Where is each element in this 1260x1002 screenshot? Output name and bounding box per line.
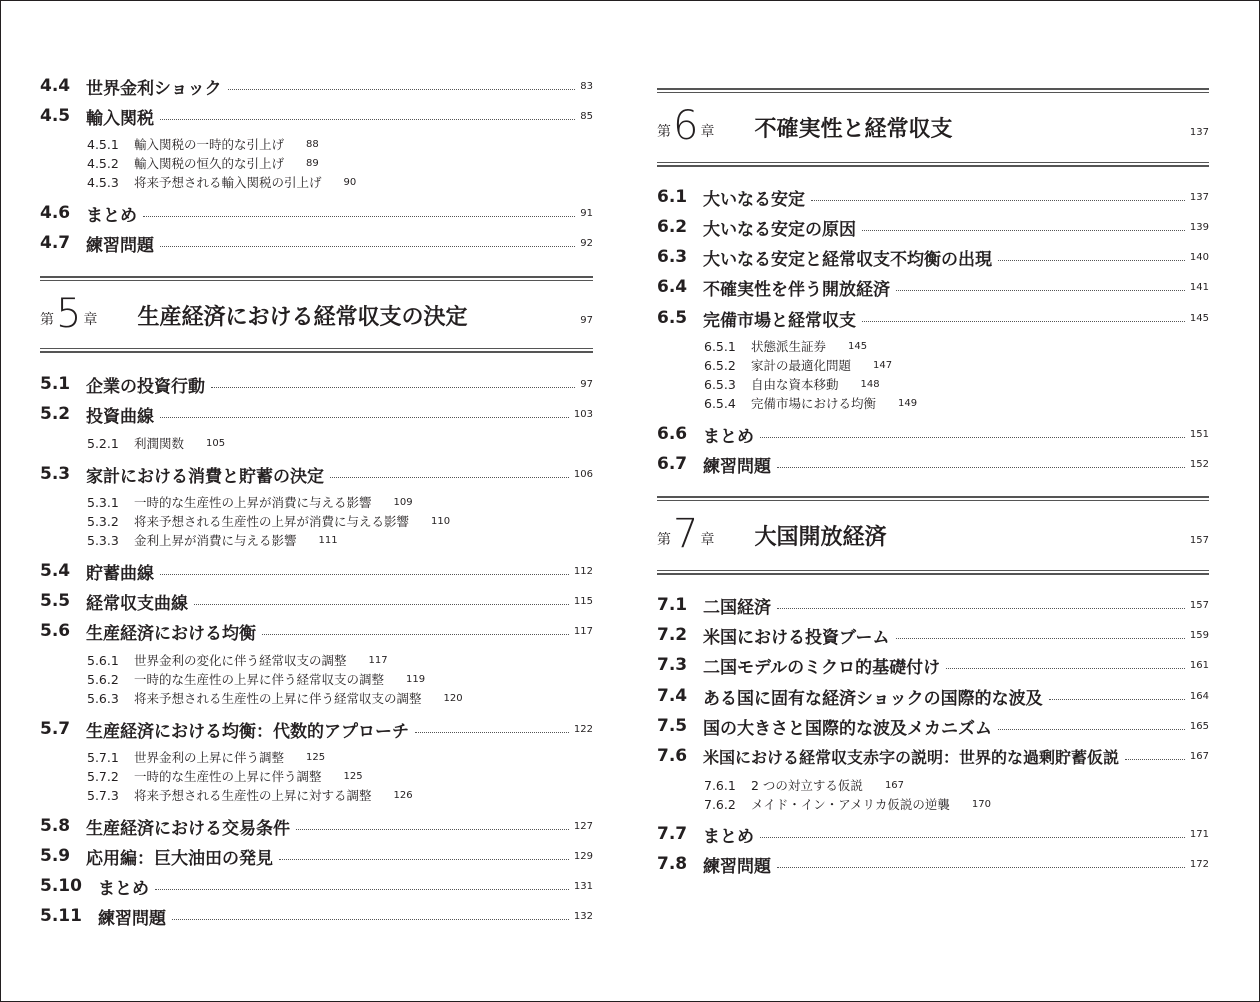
toc-section[interactable]: 5.11 練習問題 132 — [40, 906, 593, 929]
dot-leader — [160, 574, 569, 575]
rule — [657, 165, 1209, 167]
toc-subsection[interactable]: 5.7.2 一時的な生産性の上昇に伴う調整 125 — [87, 768, 363, 784]
toc-section[interactable]: 6.4 不確実性を伴う開放経済 141 — [657, 277, 1209, 300]
dot-leader — [760, 837, 1185, 838]
chapter-page: 137 — [1189, 127, 1209, 138]
toc-subsection[interactable]: 4.5.2 輸入関税の恒久的な引上げ 89 — [87, 155, 319, 171]
toc-section[interactable]: 4.7 練習問題 92 — [40, 233, 593, 256]
rule — [40, 280, 593, 281]
toc-subsection[interactable]: 7.6.1 2 つの対立する仮説 167 — [704, 777, 905, 793]
chapter-number: 6 — [673, 103, 699, 149]
dot-leader — [194, 604, 569, 605]
toc-section[interactable]: 5.6 生産経済における均衡 117 — [40, 621, 593, 644]
chapter-page: 157 — [1189, 535, 1209, 546]
toc-subsection[interactable]: 7.6.2 メイド・イン・アメリカ仮説の逆襲 170 — [704, 796, 991, 812]
dot-leader — [296, 829, 569, 830]
toc-section[interactable]: 6.1 大いなる安定 137 — [657, 187, 1209, 210]
dot-leader — [777, 608, 1185, 609]
dot-leader — [896, 638, 1185, 639]
toc-section[interactable]: 5.7 生産経済における均衡：代数的アプローチ 122 — [40, 719, 593, 742]
toc-section[interactable]: 7.5 国の大きさと国際的な波及メカニズム 165 — [657, 716, 1209, 739]
dot-leader — [777, 467, 1185, 468]
toc-subsection[interactable]: 5.7.1 世界金利の上昇に伴う調整 125 — [87, 749, 326, 765]
dot-leader — [760, 437, 1185, 438]
toc-section[interactable]: 7.1 二国経済 157 — [657, 595, 1209, 618]
dot-leader — [777, 867, 1185, 868]
chapter-header[interactable]: 第 5 章 生産経済における経常収支の決定 97 — [40, 276, 593, 356]
dot-leader — [160, 417, 569, 418]
dot-leader — [228, 89, 576, 90]
rule — [40, 276, 593, 278]
dot-leader — [862, 321, 1185, 322]
rule — [40, 348, 593, 349]
toc-subsection[interactable]: 6.5.1 状態派生証券 145 — [704, 338, 868, 354]
chapter-number: 5 — [56, 291, 82, 337]
chapter-title: 不確実性と経常収支 — [754, 117, 953, 142]
toc-section[interactable]: 5.10 まとめ 131 — [40, 876, 593, 899]
dot-leader — [1049, 699, 1185, 700]
toc-subsection[interactable]: 5.3.2 将来予想される生産性の上昇が消費に与える影響 110 — [87, 513, 451, 529]
toc-section[interactable]: 7.6 米国における経常収支赤字の説明：世界的な過剰貯蓄仮説 167 — [657, 746, 1209, 767]
dot-leader — [172, 919, 569, 920]
toc-section[interactable]: 4.5 輸入関税 85 — [40, 106, 593, 129]
dot-leader — [143, 216, 575, 217]
toc-subsection[interactable]: 4.5.1 輸入関税の一時的な引上げ 88 — [87, 136, 319, 152]
rule — [657, 92, 1209, 93]
toc-subsection[interactable]: 5.6.1 世界金利の変化に伴う経常収支の調整 117 — [87, 652, 388, 668]
toc-subsection[interactable]: 6.5.2 家計の最適化問題 147 — [704, 357, 893, 373]
dot-leader — [160, 246, 575, 247]
dot-leader — [896, 290, 1185, 291]
rule — [657, 570, 1209, 571]
chapter-header[interactable]: 第 6 章 不確実性と経常収支 137 — [657, 88, 1209, 168]
toc-section[interactable]: 6.6 まとめ 151 — [657, 424, 1209, 447]
toc-section[interactable]: 5.1 企業の投資行動 97 — [40, 374, 593, 397]
dot-leader — [415, 732, 569, 733]
toc-section[interactable]: 6.2 大いなる安定の原因 139 — [657, 217, 1209, 240]
toc-section[interactable]: 7.3 二国モデルのミクロ的基礎付け 161 — [657, 655, 1209, 678]
toc-section[interactable]: 5.9 応用編：巨大油田の発見 129 — [40, 846, 593, 869]
rule — [40, 351, 593, 353]
chapter-page: 97 — [580, 315, 593, 326]
dot-leader — [155, 889, 569, 890]
toc-subsection[interactable]: 4.5.3 将来予想される輸入関税の引上げ 90 — [87, 174, 357, 190]
toc-subsection[interactable]: 5.7.3 将来予想される生産性の上昇に対する調整 126 — [87, 787, 413, 803]
toc-section[interactable]: 7.8 練習問題 172 — [657, 854, 1209, 877]
toc-section[interactable]: 5.4 貯蓄曲線 112 — [40, 561, 593, 584]
toc-section[interactable]: 7.7 まとめ 171 — [657, 824, 1209, 847]
dot-leader — [262, 634, 569, 635]
rule — [657, 162, 1209, 163]
toc-section[interactable]: 6.5 完備市場と経常収支 145 — [657, 308, 1209, 331]
toc-subsection[interactable]: 5.2.1 利潤関数 105 — [87, 435, 226, 451]
toc-section[interactable]: 6.7 練習問題 152 — [657, 454, 1209, 477]
dot-leader — [998, 260, 1185, 261]
toc-subsection[interactable]: 5.6.3 将来予想される生産性の上昇に伴う経常収支の調整 120 — [87, 690, 463, 706]
dot-leader — [1125, 759, 1185, 760]
chapter-title: 大国開放経済 — [754, 525, 887, 550]
rule — [657, 500, 1209, 501]
toc-section[interactable]: 5.2 投資曲線 103 — [40, 404, 593, 427]
toc-subsection[interactable]: 5.3.1 一時的な生産性の上昇が消費に与える影響 109 — [87, 494, 413, 510]
toc-section[interactable]: 4.4 世界金利ショック 83 — [40, 76, 593, 99]
chapter-header[interactable]: 第 7 章 大国開放経済 157 — [657, 496, 1209, 576]
toc-section[interactable]: 6.3 大いなる安定と経常収支不均衡の出現 140 — [657, 247, 1209, 270]
chapter-title: 生産経済における経常収支の決定 — [137, 305, 468, 330]
dot-leader — [998, 729, 1185, 730]
toc-section[interactable]: 5.8 生産経済における交易条件 127 — [40, 816, 593, 839]
toc-section[interactable]: 5.5 経常収支曲線 115 — [40, 591, 593, 614]
dot-leader — [862, 230, 1185, 231]
toc-section[interactable]: 7.2 米国における投資ブーム 159 — [657, 625, 1209, 648]
dot-leader — [279, 859, 569, 860]
chapter-number: 7 — [673, 511, 699, 557]
dot-leader — [211, 387, 575, 388]
dot-leader — [811, 200, 1185, 201]
dot-leader — [946, 668, 1185, 669]
toc-subsection[interactable]: 5.3.3 金利上昇が消費に与える影響 111 — [87, 532, 338, 548]
toc-section[interactable]: 7.4 ある国に固有な経済ショックの国際的な波及 164 — [657, 686, 1209, 709]
toc-section[interactable]: 4.6 まとめ 91 — [40, 203, 593, 226]
toc-subsection[interactable]: 6.5.4 完備市場における均衡 149 — [704, 395, 918, 411]
rule — [657, 573, 1209, 575]
toc-section[interactable]: 5.3 家計における消費と貯蓄の決定 106 — [40, 464, 593, 487]
rule — [657, 88, 1209, 90]
toc-subsection[interactable]: 5.6.2 一時的な生産性の上昇に伴う経常収支の調整 119 — [87, 671, 426, 687]
toc-subsection[interactable]: 6.5.3 自由な資本移動 148 — [704, 376, 880, 392]
dot-leader — [330, 477, 569, 478]
rule — [657, 496, 1209, 498]
dot-leader — [160, 119, 575, 120]
